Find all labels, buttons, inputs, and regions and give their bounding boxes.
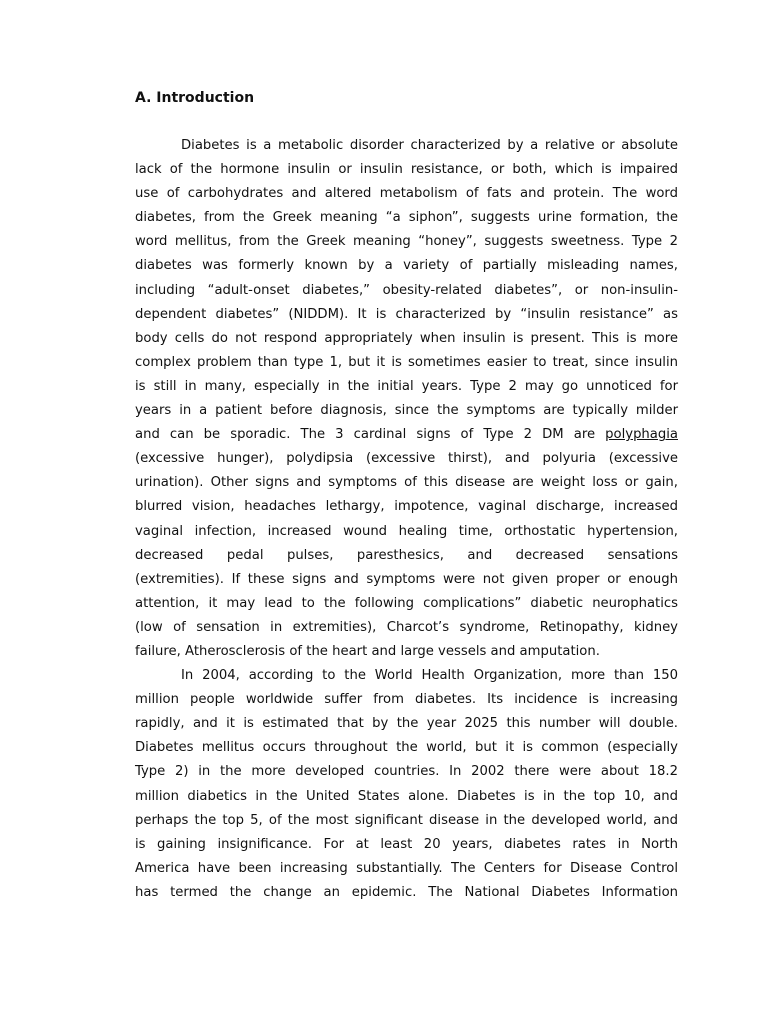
text-line bbox=[135, 664, 678, 688]
text-line bbox=[135, 712, 678, 736]
text-line-content: Type 2) in the more developed countries. In 2002 there were about 18.2 bbox=[135, 764, 678, 780]
text-line bbox=[135, 544, 678, 568]
text-line bbox=[135, 327, 678, 351]
text-line bbox=[135, 423, 678, 447]
text-line-content: rapidly, and it is estimated that by the year 2025 this number will double. bbox=[135, 716, 678, 732]
text-line-content: is gaining insignificance. For at least 20 years, diabetes rates in North bbox=[135, 836, 678, 852]
text-line bbox=[135, 447, 678, 471]
text-line-content: use of carbohydrates and altered metabolism of fats and protein. The word bbox=[135, 186, 678, 202]
text-line-content: blurred vision, headaches lethargy, impotence, vaginal discharge, increased bbox=[135, 499, 678, 515]
text-line bbox=[135, 279, 678, 303]
text-line bbox=[135, 134, 678, 158]
text-line-content: including “adult-onset diabetes,” obesity-related diabetes”, or non-insulin- bbox=[135, 282, 678, 298]
text-line bbox=[135, 857, 678, 881]
text-line bbox=[135, 568, 678, 592]
text-line-content: (excessive hunger), polydipsia (excessive thirst), and polyuria (excessive bbox=[135, 451, 678, 467]
body-paragraphs bbox=[135, 134, 678, 905]
text-line bbox=[135, 881, 678, 905]
text-line bbox=[135, 785, 678, 809]
text-line-content: Diabetes is a metabolic disorder characterized by a relative or absolute bbox=[181, 138, 678, 153]
text-line-content: diabetes was formerly known by a variety of partially misleading names, bbox=[135, 258, 678, 274]
text-line-content: perhaps the top 5, of the most significant disease in the developed world, and bbox=[135, 812, 678, 828]
text-line bbox=[135, 182, 678, 206]
text-line-content: word mellitus, from the Greek meaning “honey”, suggests sweetness. Type 2 bbox=[135, 234, 678, 250]
text-line-content: urination). Other signs and symptoms of this disease are weight loss or gain, bbox=[135, 475, 678, 491]
text-line-content: America have been increasing substantially. The Centers for Disease Control bbox=[135, 860, 678, 876]
text-line-content: million people worldwide suffer from diabetes. Its incidence is increasing bbox=[135, 692, 678, 708]
text-line-content: Diabetes mellitus occurs throughout the world, but it is common (especially bbox=[135, 740, 678, 756]
text-line-content: has termed the change an epidemic. The National Diabetes Information bbox=[135, 884, 678, 900]
text-line bbox=[135, 495, 678, 519]
text-line bbox=[135, 616, 678, 640]
text-line bbox=[135, 254, 678, 278]
text-line-content: complex problem than type 1, but it is sometimes easier to treat, since insulin bbox=[135, 354, 678, 370]
text-line bbox=[135, 375, 678, 399]
text-line-content: years in a patient before diagnosis, since the symptoms are typically milder bbox=[135, 403, 678, 419]
text-line bbox=[135, 158, 678, 182]
text-line bbox=[135, 230, 678, 254]
text-line-content: body cells do not respond appropriately when insulin is present. This is more bbox=[135, 330, 678, 346]
text-line-content: lack of the hormone insulin or insulin resistance, or both, which is impaired bbox=[135, 162, 678, 178]
text-line-content: attention, it may lead to the following complications” diabetic neurophatics bbox=[135, 595, 678, 611]
text-line bbox=[135, 736, 678, 760]
text-line-content: vaginal infection, increased wound healing time, orthostatic hypertension, bbox=[135, 523, 678, 539]
text-line bbox=[135, 592, 678, 616]
text-line-content: failure, Atherosclerosis of the heart and large vessels and amputation. bbox=[135, 643, 600, 659]
text-line bbox=[135, 520, 678, 544]
text-line-content: In 2004, according to the World Health Organization, more than 150 bbox=[181, 668, 678, 684]
section-heading: A. Introduction bbox=[135, 90, 255, 106]
text-line bbox=[135, 206, 678, 230]
text-line bbox=[135, 640, 678, 664]
text-line-content: (low of sensation in extremities), Charcot’s syndrome, Retinopathy, kidney bbox=[135, 619, 678, 635]
text-line bbox=[135, 351, 678, 375]
text-line bbox=[135, 833, 678, 857]
text-line bbox=[135, 303, 678, 327]
text-line-content: decreased pedal pulses, paresthesics, and decreased sensations bbox=[135, 547, 678, 563]
text-line-content: (extremities). If these signs and symptoms were not given proper or enough bbox=[135, 571, 678, 587]
text-line bbox=[135, 688, 678, 712]
text-line bbox=[135, 760, 678, 784]
text-line-content: diabetes, from the Greek meaning “a siphon”, suggests urine formation, the bbox=[135, 210, 678, 226]
text-line bbox=[135, 471, 678, 495]
text-line-content: and can be sporadic. The 3 cardinal signs of Type 2 DM are bbox=[135, 427, 596, 443]
text-line bbox=[135, 399, 678, 423]
text-line-content: million diabetics in the United States alone. Diabetes is in the top 10, and bbox=[135, 788, 678, 804]
text-line bbox=[135, 809, 678, 833]
text-line-content: dependent diabetes” (NIDDM). It is characterized by “insulin resistance” as bbox=[135, 306, 678, 322]
underlined-term: polyphagia bbox=[605, 427, 678, 443]
text-line-content: is still in many, especially in the initial years. Type 2 may go unnoticed for bbox=[135, 378, 678, 394]
